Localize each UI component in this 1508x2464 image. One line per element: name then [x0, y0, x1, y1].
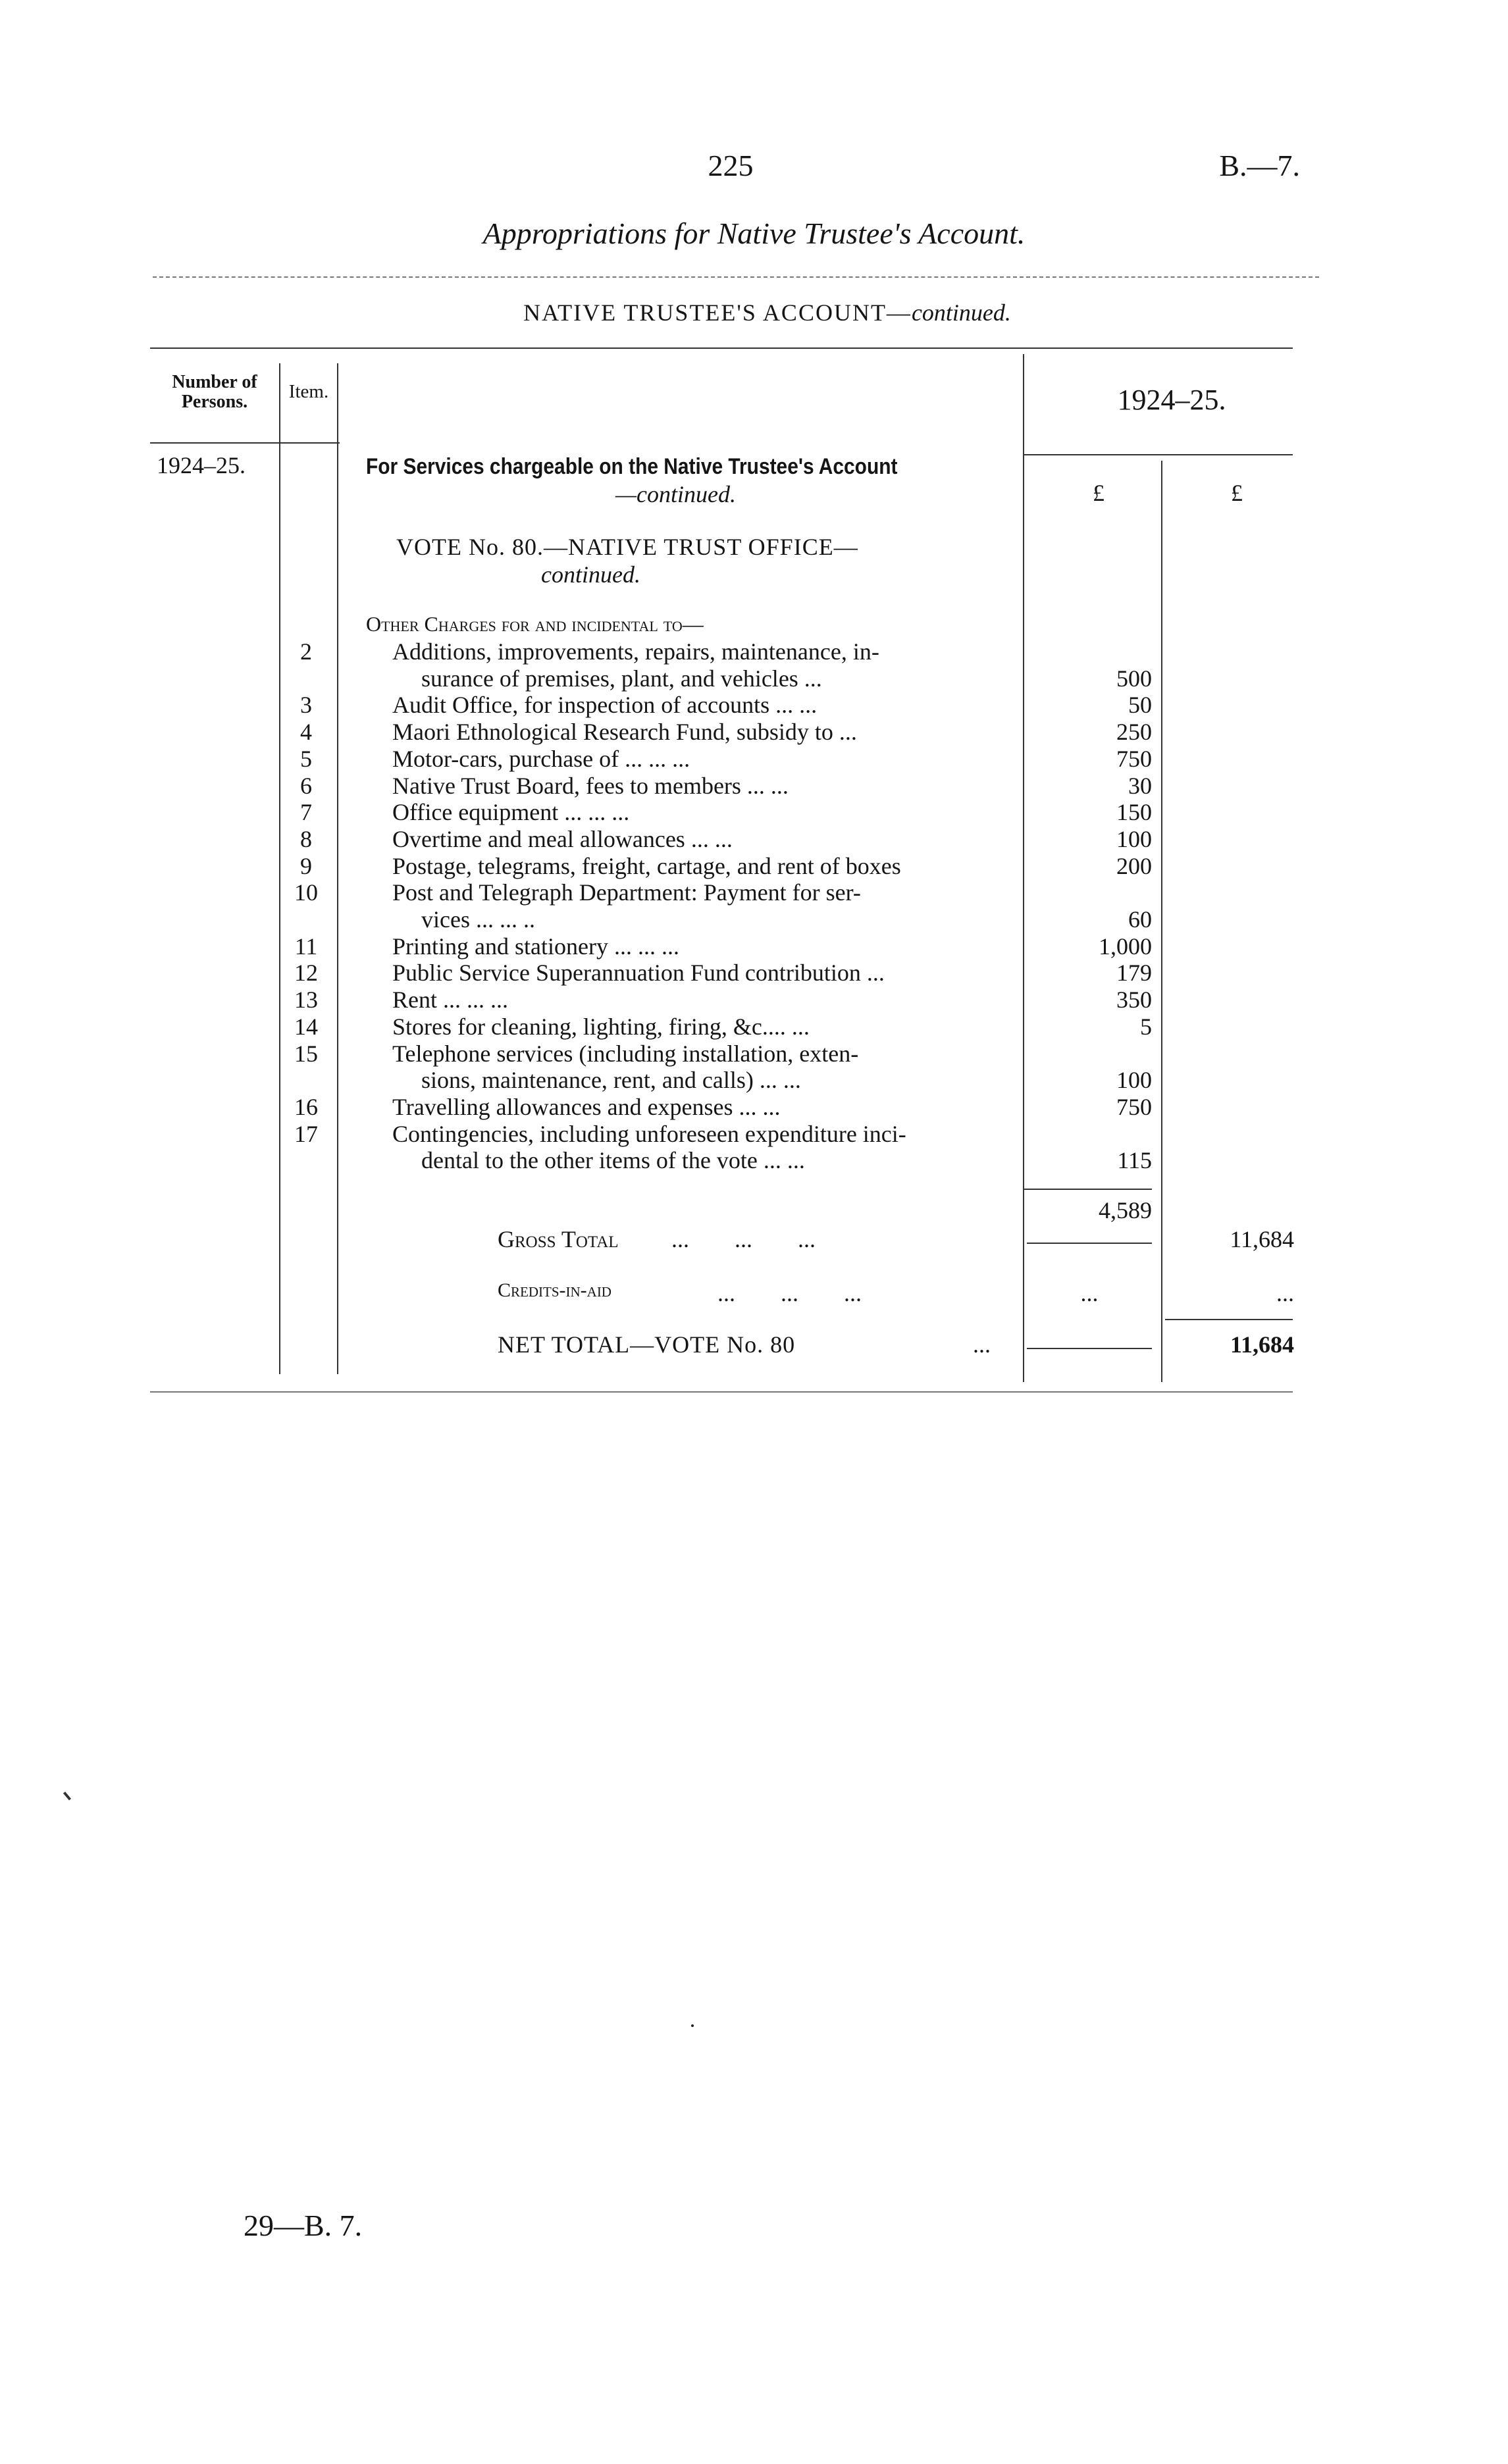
print-speck — [691, 2024, 694, 2027]
item-number: 12 — [294, 960, 318, 987]
item-row-line — [0, 692, 1508, 719]
vote-heading-continued: continued. — [541, 561, 640, 588]
item-description: sions, maintenance, rent, and calls) ... ... — [421, 1067, 801, 1094]
currency-symbol-items: £ — [1093, 480, 1105, 506]
item-row-line — [0, 960, 1508, 987]
item-description: vices ... ... .. — [421, 906, 535, 933]
item-number: 4 — [300, 719, 312, 746]
item-amount: 100 — [1116, 1067, 1152, 1094]
item-number: 6 — [300, 772, 312, 799]
item-row-line — [0, 826, 1508, 853]
item-row-line — [0, 746, 1508, 773]
item-number: 5 — [300, 745, 312, 772]
title-divider — [153, 276, 1319, 278]
services-heading-continued: —continued. — [615, 481, 736, 507]
printer-signature: 29—B. 7. — [244, 2209, 363, 2242]
net-total-rule — [1027, 1348, 1152, 1349]
item-amount: 500 — [1116, 665, 1152, 692]
item-description: Contingencies, including unforeseen expenditure inci- — [392, 1120, 906, 1147]
persons-column-header: Number of Persons. — [172, 372, 257, 412]
item-row-line — [0, 638, 1508, 665]
section-title-continued: continued. — [911, 299, 1011, 326]
item-number: 9 — [300, 852, 312, 879]
item-description: Maori Ethnological Research Fund, subsidy to ... — [392, 719, 857, 746]
item-description: Stores for cleaning, lighting, firing, &c.... ... — [392, 1013, 810, 1040]
item-number: 3 — [300, 692, 312, 719]
item-amount: 179 — [1116, 960, 1152, 987]
item-description: Post and Telegraph Department: Payment for ser- — [392, 879, 861, 906]
item-column-header: Item. — [288, 381, 329, 402]
gross-total-dots: ... ... ... — [671, 1226, 816, 1252]
item-number: 16 — [294, 1093, 318, 1120]
item-description: Public Service Superannuation Fund contribution ... — [392, 960, 885, 987]
subtotal-rule — [1023, 1189, 1152, 1190]
item-number: 11 — [294, 933, 318, 960]
item-description: dental to the other items of the vote ... ... — [421, 1147, 805, 1174]
gross-total-rule — [1027, 1243, 1152, 1244]
item-description: Motor-cars, purchase of ... ... ... — [392, 745, 690, 772]
item-description: Postage, telegrams, freight, cartage, and rent of boxes — [392, 852, 901, 879]
net-total-dots: ... — [973, 1331, 991, 1358]
header-bottom-rule-left — [150, 442, 340, 444]
item-amount: 5 — [1140, 1013, 1152, 1040]
credits-in-aid-label: Credits-in-aid — [498, 1279, 611, 1301]
item-row-line — [0, 906, 1508, 933]
item-description: Audit Office, for inspection of accounts ... ... — [392, 692, 818, 719]
subtotal-value: 4,589 — [1099, 1197, 1152, 1223]
net-total-value: 11,684 — [1230, 1331, 1294, 1358]
item-number: 10 — [294, 879, 318, 906]
item-amount: 115 — [1117, 1147, 1152, 1174]
item-amount: 60 — [1128, 906, 1152, 933]
item-number: 14 — [294, 1013, 318, 1040]
header-bottom-rule-right — [1023, 454, 1293, 455]
item-amount: 750 — [1116, 1093, 1152, 1120]
item-description: Printing and stationery ... ... ... — [392, 933, 679, 960]
item-amount: 30 — [1128, 772, 1152, 799]
currency-symbol-totals: £ — [1231, 480, 1243, 506]
item-row-line — [0, 933, 1508, 960]
item-row-line — [0, 1094, 1508, 1121]
item-number: 15 — [294, 1040, 318, 1067]
print-mark — [63, 1791, 71, 1800]
item-number: 2 — [300, 638, 312, 665]
item-number: 17 — [294, 1120, 318, 1147]
item-row-line — [0, 853, 1508, 880]
item-row-line — [0, 719, 1508, 746]
item-amount: 750 — [1116, 745, 1152, 772]
item-amount: 50 — [1128, 692, 1152, 719]
item-number: 8 — [300, 825, 312, 852]
item-row-line — [0, 665, 1508, 692]
item-description: Overtime and meal allowances ... ... — [392, 825, 733, 852]
item-description: Travelling allowances and expenses ... ... — [392, 1093, 781, 1120]
other-charges-heading: Other Charges for and incidental to— — [366, 612, 704, 636]
item-amount: 150 — [1116, 799, 1152, 826]
item-row-line — [0, 879, 1508, 906]
item-description: Telephone services (including installation, exten- — [392, 1040, 859, 1067]
section-title-main: NATIVE TRUSTEE'S ACCOUNT— — [523, 299, 912, 326]
item-amount: 350 — [1116, 987, 1152, 1014]
net-total-label: NET TOTAL—VOTE No. 80 — [498, 1331, 796, 1358]
item-number: 7 — [300, 799, 312, 826]
item-row-line — [0, 987, 1508, 1014]
credits-in-aid-value-total: ... — [1276, 1280, 1294, 1306]
gross-total-value: 11,684 — [1230, 1226, 1294, 1252]
item-description: Additions, improvements, repairs, maintenance, in- — [392, 638, 879, 665]
credits-in-aid-value-items: ... — [1080, 1280, 1099, 1306]
item-row-line — [0, 1121, 1508, 1148]
document-code: B.—7. — [1219, 149, 1300, 182]
item-row-line — [0, 1040, 1508, 1067]
net-total-top-rule — [1165, 1319, 1293, 1320]
item-row-line — [0, 773, 1508, 800]
item-description: surance of premises, plant, and vehicles ... — [421, 665, 822, 692]
gross-total-label: Gross Total — [498, 1226, 619, 1252]
year-column-header: 1924–25. — [1117, 384, 1226, 416]
vote-heading: VOTE No. 80.—NATIVE TRUST OFFICE— — [396, 534, 858, 560]
persons-year: 1924–25. — [157, 452, 246, 478]
item-description: Native Trust Board, fees to members ... ... — [392, 772, 789, 799]
item-amount: 200 — [1116, 852, 1152, 879]
table-top-rule — [150, 347, 1293, 349]
item-number: 13 — [294, 987, 318, 1014]
table-bottom-rule — [150, 1391, 1293, 1393]
item-row-line — [0, 1147, 1508, 1174]
services-heading: For Services chargeable on the Native Trustee's Account — [366, 454, 898, 479]
item-amount: 100 — [1116, 825, 1152, 852]
item-amount: 1,000 — [1099, 933, 1152, 960]
item-row-line — [0, 1014, 1508, 1040]
item-description: Rent ... ... ... — [392, 987, 508, 1014]
item-row-line — [0, 1067, 1508, 1094]
item-description: Office equipment ... ... ... — [392, 799, 630, 826]
item-amount: 250 — [1116, 719, 1152, 746]
page-number: 225 — [708, 149, 754, 182]
credits-in-aid-dots: ... ... ... — [717, 1280, 862, 1306]
section-title — [0, 299, 1508, 326]
page-title: Appropriations for Native Trustee's Account. — [482, 217, 1026, 250]
item-row-line — [0, 799, 1508, 826]
